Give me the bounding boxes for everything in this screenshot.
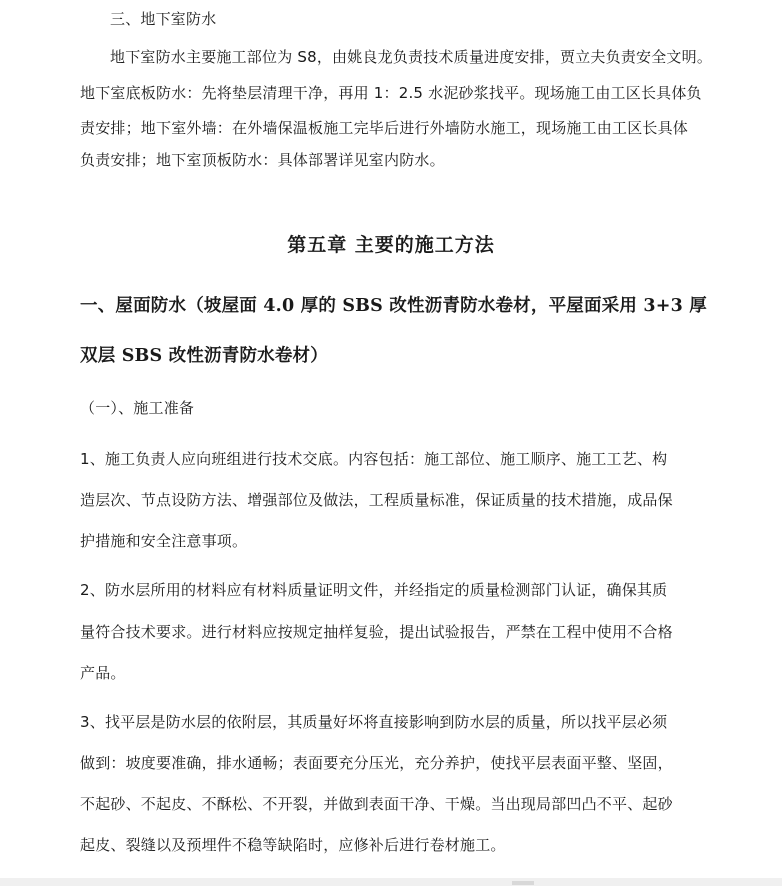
list-item-3-line: 做到：坡度要准确，排水通畅；表面要充分压光，充分养护，使找平层表面平整、坚固，	[80, 754, 673, 772]
list-item-2-line: 产品。	[80, 664, 126, 682]
paragraph-line: 责安排；地下室外墙：在外墙保温板施工完毕后进行外墙防水施工，现场施工由工区长具体	[80, 119, 689, 137]
page-bottom-marker	[512, 881, 534, 885]
paragraph-line: 地下室防水主要施工部位为 S8，由姚良龙负责技术质量进度安排，贾立夫负责安全文明。	[110, 48, 713, 66]
list-item-1-line: 护措施和安全注意事项。	[80, 532, 248, 550]
list-item-1-line: 1、施工负责人应向班组进行技术交底。内容包括：施工部位、施工顺序、施工工艺、构	[80, 450, 668, 468]
list-item-1-line: 造层次、节点设防方法、增强部位及做法，工程质量标准，保证质量的技术措施，成品保	[80, 491, 673, 509]
page-bottom-strip	[0, 878, 782, 886]
chapter-title: 第五章 主要的施工方法	[287, 234, 495, 256]
paragraph-line: 负责安排；地下室顶板防水：具体部署详见室内防水。	[80, 151, 445, 169]
paragraph-line: 地下室底板防水：先将垫层清理干净，再用 1：2.5 水泥砂浆找平。现场施工由工区长具体负	[80, 84, 702, 102]
section-heading-basement-waterproofing: 三、地下室防水	[110, 10, 217, 28]
list-item-3-line: 起皮、裂缝以及预埋件不稳等缺陷时，应修补后进行卷材施工。	[80, 836, 506, 854]
heading-roof-waterproofing-line2: 双层 SBS 改性沥青防水卷材）	[80, 346, 328, 366]
list-item-3-line: 3、找平层是防水层的依附层，其质量好坏将直接影响到防水层的质量，所以找平层必须	[80, 713, 668, 731]
list-item-2-line: 2、防水层所用的材料应有材料质量证明文件，并经指定的质量检测部门认证，确保其质	[80, 581, 668, 599]
sub-heading-preparation: （一）、施工准备	[80, 399, 195, 417]
heading-roof-waterproofing-line1: 一、屋面防水（坡屋面 4.0 厚的 SBS 改性沥青防水卷材，平屋面采用 3+3 厚	[80, 296, 707, 316]
list-item-3-line: 不起砂、不起皮、不酥松、不开裂，并做到表面干净、干燥。当出现局部凹凸不平、起砂	[80, 795, 673, 813]
list-item-2-line: 量符合技术要求。进行材料应按规定抽样复验，提出试验报告，严禁在工程中使用不合格	[80, 623, 673, 641]
